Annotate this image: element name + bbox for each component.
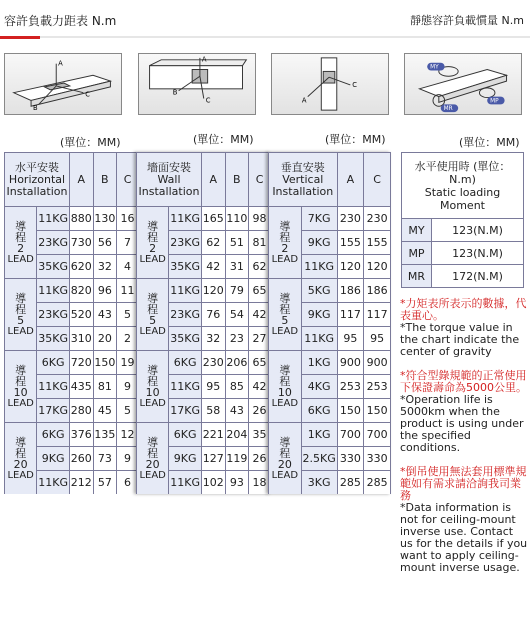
moment-value-cell: 820: [70, 279, 94, 303]
table-row: [137, 207, 271, 231]
load-weight-cell: 7KG: [301, 207, 337, 231]
note-zh: *力矩表所表示的數據，代表重心。: [400, 297, 527, 322]
moment-value-cell: 43: [225, 399, 249, 423]
table-row: [5, 423, 139, 447]
moment-value-cell: 27: [249, 327, 271, 351]
static-moment-diagram: [404, 53, 522, 115]
load-weight-cell: 11KG: [169, 279, 202, 303]
moment-value-cell: 95: [337, 327, 364, 351]
moment-value-cell: 18: [249, 471, 271, 495]
moment-value-cell: 51: [225, 231, 249, 255]
svg-text:A: A: [58, 59, 63, 68]
note-en: *Operation life is 5000km when the product is using under the specified conditions.: [400, 393, 524, 454]
moment-value-cell: 230: [364, 207, 391, 231]
table-row: [5, 351, 139, 375]
header-accent: [0, 36, 40, 39]
moment-value-cell: 73: [93, 447, 117, 471]
wall-install-table-wrap: [136, 152, 271, 494]
load-weight-cell: 2.5KG: [301, 447, 337, 471]
lead-label: 導程 20 LEAD: [269, 423, 302, 495]
moment-value-cell: 120: [364, 255, 391, 279]
column-header: A: [202, 153, 226, 207]
load-weight-cell: 23KG: [169, 303, 202, 327]
moment-value-cell: 45: [93, 399, 117, 423]
moment-value-cell: 221: [202, 423, 226, 447]
moment-value-cell: 26: [249, 399, 271, 423]
svg-text:MY: MY: [430, 64, 439, 71]
moment-value-cell: 79: [225, 279, 249, 303]
column-header: B: [225, 153, 249, 207]
notes: [400, 298, 528, 574]
moment-value-cell: 2: [117, 327, 139, 351]
load-weight-cell: 17KG: [169, 399, 202, 423]
load-weight-cell: 3KG: [301, 471, 337, 495]
column-header: B: [93, 153, 117, 207]
moment-value-cell: 43: [93, 303, 117, 327]
load-weight-cell: 9KG: [37, 447, 70, 471]
moment-value-cell: 186: [337, 279, 364, 303]
moment-value-cell: 42: [249, 375, 271, 399]
moment-value-cell: 7: [117, 231, 139, 255]
moment-value-cell: 26: [249, 447, 271, 471]
table-row: [5, 279, 139, 303]
load-weight-cell: 11KG: [37, 471, 70, 495]
moment-value-cell: 16: [117, 207, 139, 231]
lead-label: 導程 10 LEAD: [137, 351, 169, 423]
load-weight-cell: 11KG: [169, 207, 202, 231]
moment-value-cell: 376: [70, 423, 94, 447]
lead-label: 導程 5 LEAD: [269, 279, 302, 351]
moment-value-cell: 54: [225, 303, 249, 327]
horizontal-install-table-wrap: [4, 152, 139, 494]
moment-value-cell: 81: [249, 231, 271, 255]
load-weight-cell: 6KG: [37, 423, 70, 447]
table-row: [269, 279, 391, 303]
note-zh: *符合型錄規範的正常使用下保證壽命為5000公里。: [400, 369, 527, 394]
unit-label: (單位：MM): [325, 133, 386, 146]
note-en: *The torque value in the chart indicate the center of gravity: [400, 321, 520, 358]
moment-value-cell: 900: [364, 351, 391, 375]
note-en: *Data information is not for ceiling-mount inverse use. Contact us for the details if you want to apply ceiling-mount inverse usage.: [400, 501, 528, 574]
svg-text:MP: MP: [490, 98, 499, 105]
svg-text:C: C: [205, 96, 211, 105]
load-weight-cell: 9KG: [169, 447, 202, 471]
moment-value-cell: 117: [337, 303, 364, 327]
moment-value-cell: 35: [249, 423, 271, 447]
load-weight-cell: 11KG: [169, 375, 202, 399]
moment-value-cell: 155: [337, 231, 364, 255]
moment-value-cell: 260: [70, 447, 94, 471]
moment-value-cell: 120: [202, 279, 226, 303]
load-weight-cell: 23KG: [37, 303, 70, 327]
unit-label: (單位：MM): [459, 136, 520, 149]
table-row: [269, 207, 391, 231]
column-header: C: [117, 153, 139, 207]
moment-value-cell: 230: [202, 351, 226, 375]
moment-value-cell: 96: [93, 279, 117, 303]
load-weight-cell: 6KG: [169, 351, 202, 375]
moment-value-cell: 165: [202, 207, 226, 231]
moment-value-cell: 57: [93, 471, 117, 495]
moment-value-cell: 730: [70, 231, 94, 255]
moment-value-cell: 900: [337, 351, 364, 375]
moment-value-cell: 620: [70, 255, 94, 279]
load-weight-cell: 9KG: [301, 303, 337, 327]
svg-text:B: B: [33, 104, 38, 113]
moment-value-cell: 95: [202, 375, 226, 399]
moment-value-cell: 23: [225, 327, 249, 351]
table-row: [137, 423, 271, 447]
lead-label: 導程 20 LEAD: [137, 423, 169, 495]
lead-label: 導程 2 LEAD: [137, 207, 169, 279]
moment-value-cell: 20: [93, 327, 117, 351]
moment-value-cell: 6: [117, 471, 139, 495]
load-weight-cell: 11KG: [37, 279, 70, 303]
header-divider: [0, 36, 530, 38]
moment-value-cell: 186: [364, 279, 391, 303]
moment-value-cell: 93: [225, 471, 249, 495]
page-title: 容許負載力距表 N.m: [4, 14, 117, 28]
moment-value-cell: 204: [225, 423, 249, 447]
moment-value-cell: 95: [364, 327, 391, 351]
moment-value-cell: 81: [93, 375, 117, 399]
lead-label: 導程 2 LEAD: [269, 207, 302, 279]
moment-value-cell: 9: [117, 375, 139, 399]
table-row: [137, 351, 271, 375]
moment-value-cell: 135: [93, 423, 117, 447]
table-row: [5, 207, 139, 231]
load-weight-cell: 11KG: [37, 375, 70, 399]
moment-value-cell: 212: [70, 471, 94, 495]
moment-value-cell: 5: [117, 303, 139, 327]
moment-value-cell: 32: [93, 255, 117, 279]
note-zh: *倒吊使用無法套用標準規範如有需求請洽詢我司業務: [400, 465, 527, 502]
unit-label: (單位：MM): [60, 136, 121, 149]
lead-label: 導程 10 LEAD: [5, 351, 37, 423]
load-weight-cell: 17KG: [37, 399, 70, 423]
load-weight-cell: 35KG: [37, 327, 70, 351]
moment-value-cell: 12: [117, 423, 139, 447]
moment-value-cell: 62: [202, 231, 226, 255]
install-type-header: 墻面安裝 Wall Installation: [137, 153, 202, 207]
moment-value-cell: 150: [364, 399, 391, 423]
moment-value-cell: 310: [70, 327, 94, 351]
moment-value-cell: 285: [337, 471, 364, 495]
load-weight-cell: 23KG: [37, 231, 70, 255]
moment-value-cell: 520: [70, 303, 94, 327]
moment-value-cell: 700: [364, 423, 391, 447]
svg-text:B: B: [172, 88, 178, 97]
table-row: MP 123(N.M): [402, 242, 524, 265]
load-weight-cell: 6KG: [37, 351, 70, 375]
moment-value-cell: 435: [70, 375, 94, 399]
load-weight-cell: 35KG: [169, 327, 202, 351]
moment-value-cell: 65: [249, 351, 271, 375]
moment-value-cell: 280: [70, 399, 94, 423]
column-header: C: [249, 153, 271, 207]
moment-value-cell: 117: [364, 303, 391, 327]
moment-value-cell: 330: [337, 447, 364, 471]
moment-value-cell: 150: [337, 399, 364, 423]
load-weight-cell: 23KG: [169, 231, 202, 255]
table-row: [137, 279, 271, 303]
load-table: [4, 152, 139, 494]
moment-value-cell: 720: [70, 351, 94, 375]
unit-label: (單位：MM): [193, 133, 254, 146]
moment-value-cell: 127: [202, 447, 226, 471]
moment-value-cell: 62: [249, 255, 271, 279]
lead-label: 導程 20 LEAD: [5, 423, 37, 495]
svg-text:A: A: [301, 96, 307, 105]
table-row: [269, 351, 391, 375]
load-weight-cell: 6KG: [169, 423, 202, 447]
load-table: [136, 152, 271, 494]
moment-value-cell: 42: [202, 255, 226, 279]
load-weight-cell: 6KG: [301, 399, 337, 423]
moment-value-cell: 119: [225, 447, 249, 471]
moment-value-cell: 31: [225, 255, 249, 279]
table-row: [269, 423, 391, 447]
moment-value-cell: 130: [93, 207, 117, 231]
moment-value-cell: 150: [93, 351, 117, 375]
moment-value-cell: 700: [337, 423, 364, 447]
moment-value-cell: 155: [364, 231, 391, 255]
horizontal-install-diagram: [4, 53, 122, 115]
load-weight-cell: 5KG: [301, 279, 337, 303]
load-weight-cell: 1KG: [301, 351, 337, 375]
moment-value-cell: 120: [337, 255, 364, 279]
moment-value-cell: 5: [117, 399, 139, 423]
moment-value-cell: 102: [202, 471, 226, 495]
moment-value-cell: 253: [364, 375, 391, 399]
moment-value-cell: 98: [249, 207, 271, 231]
vertical-install-diagram: [271, 53, 389, 115]
moment-value-cell: 56: [93, 231, 117, 255]
svg-text:C: C: [352, 80, 357, 89]
moment-value-cell: 253: [337, 375, 364, 399]
vertical-install-table-wrap: [268, 152, 391, 494]
svg-text:A: A: [201, 55, 207, 64]
lead-label: 導程 10 LEAD: [269, 351, 302, 423]
moment-value-cell: 230: [337, 207, 364, 231]
load-weight-cell: 11KG: [301, 255, 337, 279]
moment-value-cell: 206: [225, 351, 249, 375]
moment-value-cell: 65: [249, 279, 271, 303]
moment-value-cell: 32: [202, 327, 226, 351]
column-header: A: [337, 153, 364, 207]
load-weight-cell: 1KG: [301, 423, 337, 447]
load-weight-cell: 35KG: [169, 255, 202, 279]
moment-value-cell: 880: [70, 207, 94, 231]
load-weight-cell: 11KG: [37, 207, 70, 231]
lead-label: 導程 2 LEAD: [5, 207, 37, 279]
moment-value-cell: 85: [225, 375, 249, 399]
moment-value-cell: 4: [117, 255, 139, 279]
wall-install-diagram: [138, 53, 256, 115]
svg-text:C: C: [85, 90, 90, 99]
column-header: A: [70, 153, 94, 207]
column-header: C: [364, 153, 391, 207]
lead-label: 導程 5 LEAD: [137, 279, 169, 351]
svg-text:MR: MR: [443, 106, 453, 113]
install-type-header: 水平安裝 Horizontal Installation: [5, 153, 70, 207]
install-type-header: 垂直安裝 Vertical Installation: [269, 153, 338, 207]
table-row: MY 123(N.M): [402, 219, 524, 242]
moment-value-cell: 58: [202, 399, 226, 423]
load-weight-cell: 35KG: [37, 255, 70, 279]
lead-label: 導程 5 LEAD: [5, 279, 37, 351]
page-title-right: 靜態容許負載慣量 N.m: [410, 14, 524, 27]
moment-value-cell: 19: [117, 351, 139, 375]
moment-value-cell: 9: [117, 447, 139, 471]
moment-value-cell: 330: [364, 447, 391, 471]
static-moment-header: 水平使用時 (單位： N.m) Static loading Moment: [402, 153, 524, 219]
table-row: MR 172(N.M): [402, 265, 524, 288]
load-table: [268, 152, 391, 494]
load-weight-cell: 9KG: [301, 231, 337, 255]
moment-value-cell: 76: [202, 303, 226, 327]
load-weight-cell: 4KG: [301, 375, 337, 399]
static-moment-table: [401, 152, 524, 288]
moment-value-cell: 42: [249, 303, 271, 327]
load-weight-cell: 11KG: [169, 471, 202, 495]
moment-value-cell: 110: [225, 207, 249, 231]
moment-value-cell: 11: [117, 279, 139, 303]
moment-value-cell: 285: [364, 471, 391, 495]
load-weight-cell: 11KG: [301, 327, 337, 351]
